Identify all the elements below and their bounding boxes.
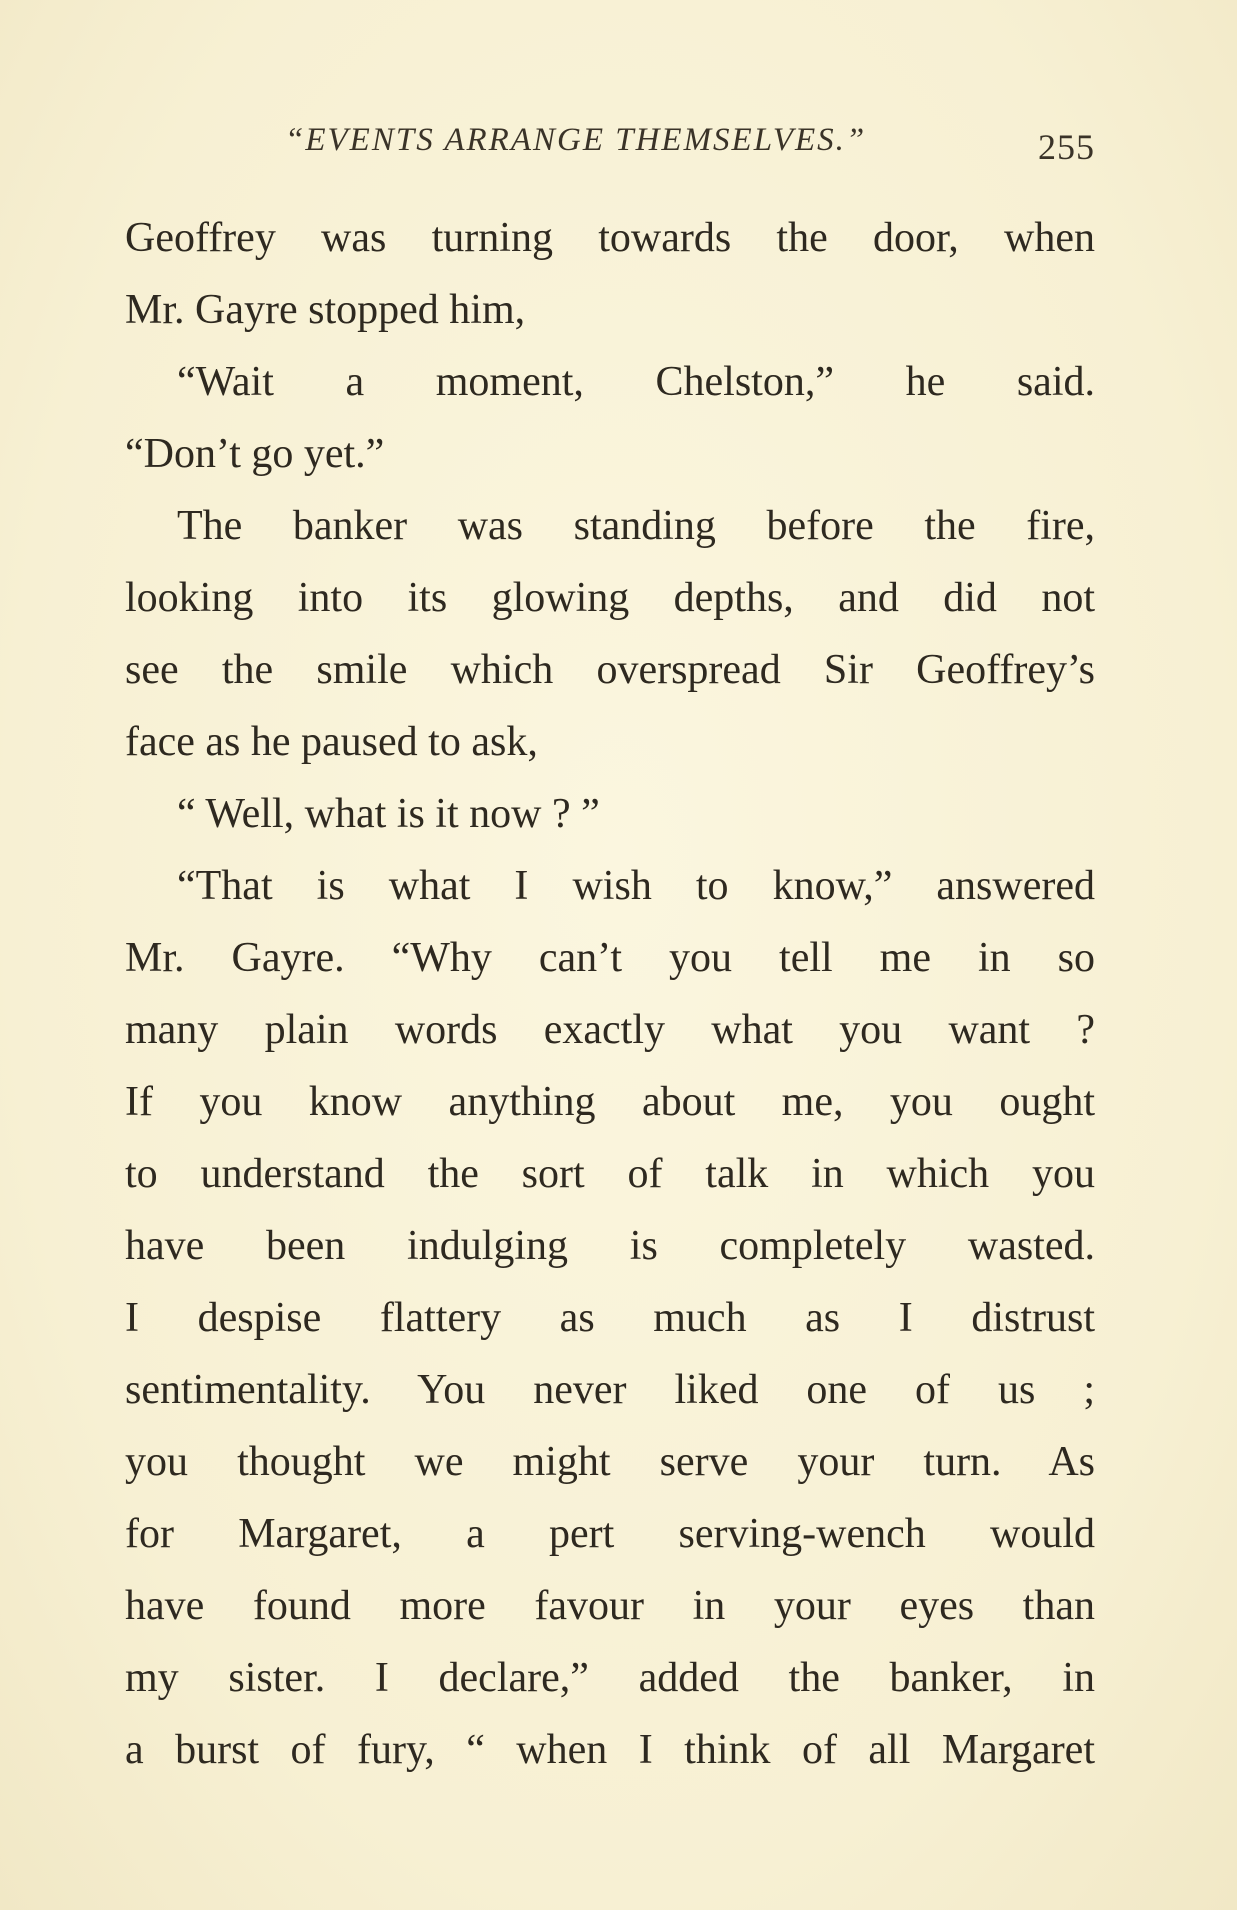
page-header (125, 122, 1095, 168)
text-line: Geoffrey was turning towards the door, when (125, 215, 1095, 261)
text-line: looking into its glowing depths, and did not (125, 575, 1095, 621)
text-line: have found more favour in your eyes than (125, 1583, 1095, 1629)
text-line: Mr. Gayre stopped him, (125, 287, 526, 333)
text-line: sentimentality. You never liked one of us ; (125, 1367, 1095, 1413)
text-line: see the smile which overspread Sir Geoffrey’s (125, 647, 1095, 693)
text-line: “That is what I wish to know,” answered (177, 863, 1095, 909)
text-line: I despise flattery as much as I distrust (125, 1295, 1095, 1341)
text-line: to understand the sort of talk in which you (125, 1151, 1095, 1197)
text-line: If you know anything about me, you ought (125, 1079, 1095, 1125)
text-line: a burst of fury, “ when I think of all Margaret (125, 1727, 1095, 1773)
running-head: “EVENTS ARRANGE THEMSELVES.” (285, 122, 867, 158)
text-line: Mr. Gayre. “Why can’t you tell me in so (125, 935, 1095, 981)
page-number: 255 (1038, 127, 1095, 167)
text-line: for Margaret, a pert serving-wench would (125, 1511, 1095, 1557)
body-text (125, 202, 1095, 1786)
text-line: my sister. I declare,” added the banker, in (125, 1655, 1095, 1701)
text-line: The banker was standing before the fire, (177, 503, 1095, 549)
text-line: “Don’t go yet.” (125, 431, 385, 477)
text-line: you thought we might serve your turn. As (125, 1439, 1095, 1485)
text-line: face as he paused to ask, (125, 719, 538, 765)
text-line: “ Well, what is it now ? ” (177, 791, 600, 837)
text-line: “Wait a moment, Chelston,” he said. (177, 359, 1095, 405)
text-line: many plain words exactly what you want ? (125, 1007, 1095, 1053)
text-line: have been indulging is completely wasted. (125, 1223, 1095, 1269)
